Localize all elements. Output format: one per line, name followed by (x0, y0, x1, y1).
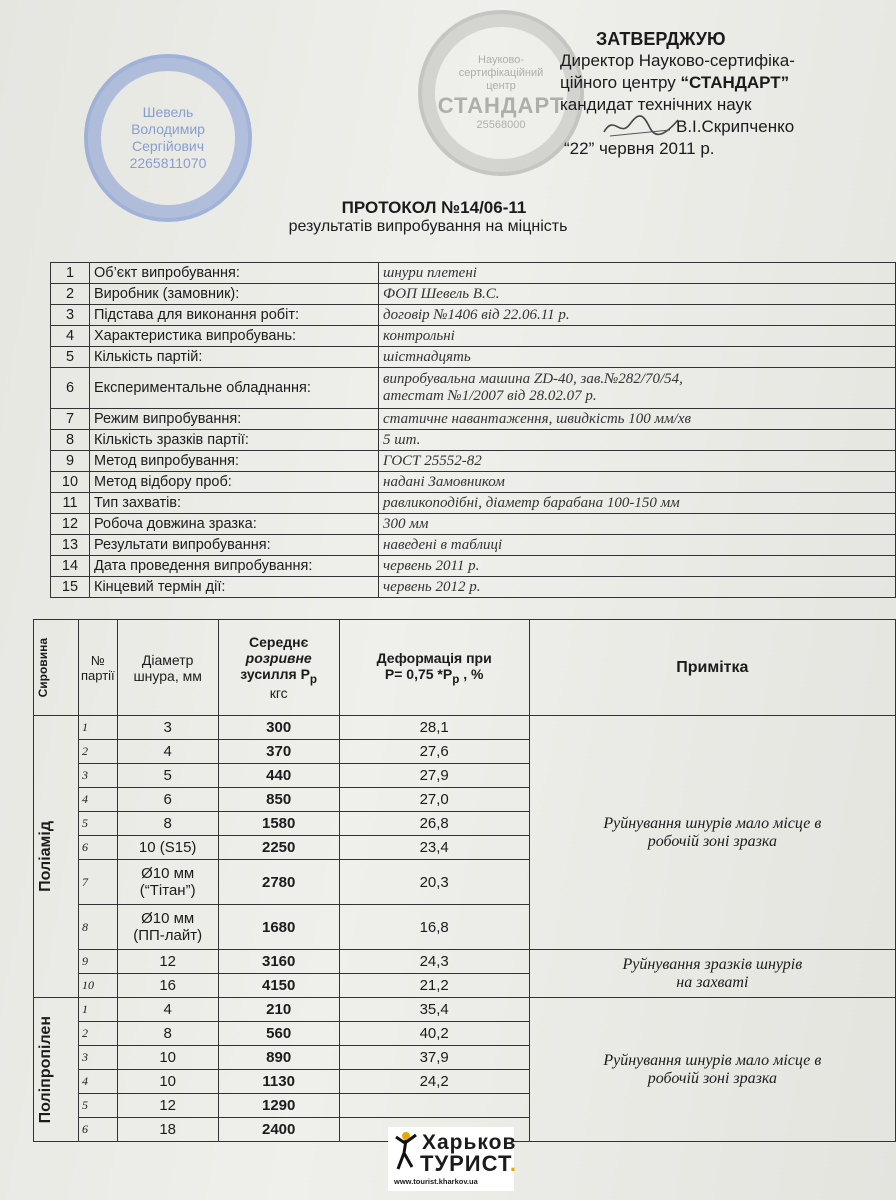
info-value-cell (379, 451, 896, 472)
diameter-cell (117, 788, 218, 812)
note-text: робочій зоні зразка (647, 1069, 777, 1087)
diameter-text: 10 (S15) (138, 839, 197, 856)
force-cell: 300 (218, 716, 339, 740)
info-key: Режим випробування: (90, 409, 379, 430)
info-value-cell (379, 284, 896, 305)
info-value: равликоподібні, діаметр барабана 100-150 мм (383, 494, 680, 511)
info-number: 9 (51, 451, 90, 472)
force-cell: 2780 (218, 860, 339, 905)
info-table (50, 262, 896, 598)
force-cell: 370 (218, 740, 339, 764)
logo-text: ТУРИСТ (420, 1151, 510, 1176)
approval-text: ційного центру (560, 73, 681, 92)
signature-icon (600, 112, 680, 140)
info-value: ГОСТ 25552-82 (383, 452, 482, 469)
force-cell: 2250 (218, 836, 339, 860)
signer-name: В.І.Скрипченко (676, 117, 795, 136)
info-value-cell (379, 368, 896, 409)
info-value: надані Замовником (383, 473, 505, 490)
info-value-cell (379, 514, 896, 535)
diameter-text: 4 (163, 743, 172, 760)
batch-number: 7 (79, 860, 118, 905)
header-deformation (339, 620, 529, 716)
approval-line: Директор Науково-сертифіка- (560, 51, 795, 70)
info-value: наведені в таблиці (383, 536, 503, 553)
page-subtitle: результатів випробування на міцність (288, 218, 568, 235)
info-value-cell (379, 577, 896, 598)
info-key: Експериментальне обладнання: (90, 368, 379, 409)
info-value-cell (379, 409, 896, 430)
logo-url: www.tourist.kharkov.ua (394, 1177, 478, 1186)
stamp-line: 2265811070 (129, 155, 207, 171)
diameter-cell (117, 860, 218, 905)
stamp-line: Шевель (142, 104, 194, 120)
header-text: зусилля P (240, 665, 310, 682)
batch-number: 9 (79, 950, 118, 974)
info-key: Характеристика випробувань: (90, 326, 379, 347)
info-number: 11 (51, 493, 90, 514)
info-key: Метод відбору проб: (90, 472, 379, 493)
info-key: Тип захватів: (90, 493, 379, 514)
diameter-cell (117, 812, 218, 836)
diameter-cell (117, 950, 218, 974)
deformation-cell: 28,1 (339, 716, 529, 740)
diameter-text: 10 (159, 1049, 177, 1066)
diameter-cell (117, 716, 218, 740)
header-text: кгс (269, 685, 288, 702)
info-key: Метод випробування: (90, 451, 379, 472)
deformation-cell: 37,9 (339, 1046, 529, 1070)
header-text: P= 0,75 *P (384, 665, 453, 682)
batch-number: 5 (79, 812, 118, 836)
stamp-line: 25568000 (476, 119, 526, 131)
stamp-line: Володимир (131, 121, 205, 137)
diameter-text: Ø10 мм (141, 865, 195, 882)
header-batch: № партії (79, 620, 118, 716)
info-row (51, 326, 896, 347)
info-key: Об’єкт випробування: (90, 263, 379, 284)
result-row (34, 950, 896, 974)
diameter-text: 5 (163, 767, 172, 784)
diameter-cell (117, 1118, 218, 1142)
note-text: Руйнування шнурів мало місце в (603, 814, 822, 832)
header-text: Деформація при (376, 649, 492, 666)
force-cell: 4150 (218, 974, 339, 998)
info-row (51, 451, 896, 472)
header-text: Середнє (249, 633, 309, 650)
batch-number: 1 (79, 998, 118, 1022)
result-row (34, 998, 896, 1022)
info-number: 5 (51, 347, 90, 368)
info-row (51, 284, 896, 305)
deformation-cell: 16,8 (339, 905, 529, 950)
diameter-text: (“Тітан”) (139, 882, 196, 899)
info-number: 8 (51, 430, 90, 451)
info-number: 6 (51, 368, 90, 409)
diameter-cell (117, 998, 218, 1022)
force-cell: 1130 (218, 1070, 339, 1094)
header-material: Сировина (34, 620, 79, 716)
info-row (51, 368, 896, 409)
info-number: 4 (51, 326, 90, 347)
header-force (218, 620, 339, 716)
material-cell (34, 716, 79, 998)
round-stamp-left (84, 54, 252, 222)
diameter-text: 18 (159, 1121, 177, 1138)
info-row (51, 493, 896, 514)
header-sub: p (309, 672, 318, 686)
info-value: шнури плетені (383, 264, 477, 281)
approval-line (560, 72, 890, 94)
force-cell: 3160 (218, 950, 339, 974)
info-value-cell (379, 347, 896, 368)
approval-heading: ЗАТВЕРДЖУЮ (596, 29, 726, 49)
diameter-cell (117, 1070, 218, 1094)
force-cell: 560 (218, 1022, 339, 1046)
diameter-text: 8 (163, 1025, 172, 1042)
info-value-cell (379, 430, 896, 451)
deformation-cell: 24,3 (339, 950, 529, 974)
note-cell (529, 998, 895, 1142)
batch-number: 4 (79, 1070, 118, 1094)
deformation-cell: 23,4 (339, 836, 529, 860)
diameter-cell (117, 905, 218, 950)
deformation-cell: 35,4 (339, 998, 529, 1022)
force-cell: 2400 (218, 1118, 339, 1142)
diameter-text: 12 (159, 1097, 177, 1114)
batch-number: 8 (79, 905, 118, 950)
center-name: “СТАНДАРТ” (680, 73, 790, 92)
info-value-cell (379, 326, 896, 347)
batch-number: 3 (79, 1046, 118, 1070)
info-value: договір №1406 від 22.06.11 р. (383, 306, 570, 323)
info-row (51, 305, 896, 326)
info-number: 3 (51, 305, 90, 326)
batch-number: 2 (79, 740, 118, 764)
logo-dot: . (509, 1151, 518, 1176)
header-text (221, 666, 337, 686)
info-value: 5 шт. (383, 431, 421, 448)
info-row (51, 430, 896, 451)
info-key: Робоча довжина зразка: (90, 514, 379, 535)
batch-number: 3 (79, 764, 118, 788)
diameter-cell (117, 974, 218, 998)
logo-line2 (420, 1151, 517, 1177)
force-cell: 850 (218, 788, 339, 812)
deformation-cell: 27,0 (339, 788, 529, 812)
page-title: ПРОТОКОЛ №14/06-11 (341, 198, 527, 217)
material-label: Поліамід (37, 821, 54, 892)
force-cell: 890 (218, 1046, 339, 1070)
header-note: Примітка (529, 620, 895, 716)
force-cell: 440 (218, 764, 339, 788)
info-number: 2 (51, 284, 90, 305)
deformation-cell: 24,2 (339, 1070, 529, 1094)
material-label: Поліпропілен (37, 1015, 54, 1124)
note-cell (529, 950, 895, 998)
diameter-cell (117, 764, 218, 788)
info-value-cell (379, 535, 896, 556)
batch-number: 6 (79, 1118, 118, 1142)
force-cell: 1580 (218, 812, 339, 836)
diameter-text: 3 (163, 719, 172, 736)
info-row (51, 556, 896, 577)
info-number: 7 (51, 409, 90, 430)
header-text: розривне (245, 649, 312, 666)
diameter-text: 16 (159, 977, 177, 994)
info-row (51, 577, 896, 598)
stamp-line: Науково- (478, 54, 524, 66)
info-value-cell (379, 263, 896, 284)
force-cell: 210 (218, 998, 339, 1022)
site-logo (388, 1127, 518, 1191)
deformation-cell: 40,2 (339, 1022, 529, 1046)
diameter-text: 6 (163, 791, 172, 808)
note-text: на захваті (676, 973, 749, 991)
batch-number: 4 (79, 788, 118, 812)
diameter-text: 8 (163, 815, 172, 832)
stamp-line: центр (486, 80, 516, 92)
info-value: червень 2012 р. (383, 578, 481, 595)
deformation-cell (339, 1094, 529, 1118)
info-number: 13 (51, 535, 90, 556)
info-key: Кінцевий термін дії: (90, 577, 379, 598)
batch-number: 10 (79, 974, 118, 998)
stamp-line: СТАНДАРТ (437, 93, 565, 118)
info-row (51, 347, 896, 368)
info-key: Кількість зразків партії: (90, 430, 379, 451)
info-number: 1 (51, 263, 90, 284)
deformation-cell: 27,9 (339, 764, 529, 788)
info-value: ФОП Шевель В.С. (383, 285, 500, 302)
diameter-text: Ø10 мм (141, 910, 195, 927)
diameter-cell (117, 740, 218, 764)
info-row (51, 535, 896, 556)
force-cell: 1290 (218, 1094, 339, 1118)
note-cell (529, 716, 895, 950)
info-row (51, 472, 896, 493)
info-number: 10 (51, 472, 90, 493)
info-value: випробувальна машина ZD-40, зав.№282/70/54, (383, 371, 683, 387)
batch-number: 1 (79, 716, 118, 740)
info-key: Підстава для виконання робіт: (90, 305, 379, 326)
diameter-text: 10 (159, 1073, 177, 1090)
info-row (51, 263, 896, 284)
logo-line1: Харьков (422, 1131, 517, 1154)
diameter-cell (117, 1094, 218, 1118)
stamp-line: Сергійович (131, 138, 205, 154)
info-value: червень 2011 р. (383, 557, 480, 574)
note-text: робочій зоні зразка (647, 832, 777, 850)
material-cell (34, 998, 79, 1142)
header-sub: p (452, 672, 460, 686)
batch-number: 6 (79, 836, 118, 860)
info-value: контрольні (383, 327, 455, 344)
info-key: Виробник (замовник): (90, 284, 379, 305)
info-number: 15 (51, 577, 90, 598)
diameter-text: 4 (163, 1001, 172, 1018)
header-diameter: Діаметр шнура, мм (117, 620, 218, 716)
batch-number: 5 (79, 1094, 118, 1118)
info-key: Дата проведення випробування: (90, 556, 379, 577)
info-key: Результати випробування: (90, 535, 379, 556)
deformation-cell: 26,8 (339, 812, 529, 836)
diameter-cell (117, 1046, 218, 1070)
info-number: 12 (51, 514, 90, 535)
info-value-cell (379, 556, 896, 577)
diameter-text: (ПП-лайт) (133, 927, 203, 944)
header-text (342, 666, 527, 686)
force-cell: 1680 (218, 905, 339, 950)
deformation-cell: 20,3 (339, 860, 529, 905)
approval-line: кандидат технічних наук (560, 95, 752, 114)
info-value: статичне навантаження, швидкість 100 мм/хв (383, 410, 691, 427)
batch-number: 2 (79, 1022, 118, 1046)
diameter-cell (117, 836, 218, 860)
info-value: 300 мм (383, 515, 429, 532)
note-text: Руйнування зразків шнурів (622, 955, 803, 973)
info-value-cell (379, 472, 896, 493)
diameter-cell (117, 1022, 218, 1046)
info-value-cell (379, 493, 896, 514)
approval-block (560, 28, 890, 160)
info-row (51, 514, 896, 535)
info-number: 14 (51, 556, 90, 577)
tourist-figure-icon (394, 1131, 418, 1171)
header-text: , % (459, 665, 484, 682)
info-row (51, 409, 896, 430)
results-table (33, 619, 896, 1142)
info-value-cell (379, 305, 896, 326)
approval-date: “22” червня 2011 р. (564, 139, 715, 158)
diameter-text: 12 (159, 953, 177, 970)
deformation-cell: 21,2 (339, 974, 529, 998)
note-text: Руйнування шнурів мало місце в (603, 1051, 822, 1069)
result-row (34, 716, 896, 740)
info-value: атестат №1/2007 від 28.02.07 р. (383, 388, 597, 404)
info-key: Кількість партій: (90, 347, 379, 368)
info-value: шістнадцять (383, 348, 471, 365)
stamp-line: сертифікаційний (458, 67, 544, 79)
deformation-cell: 27,6 (339, 740, 529, 764)
